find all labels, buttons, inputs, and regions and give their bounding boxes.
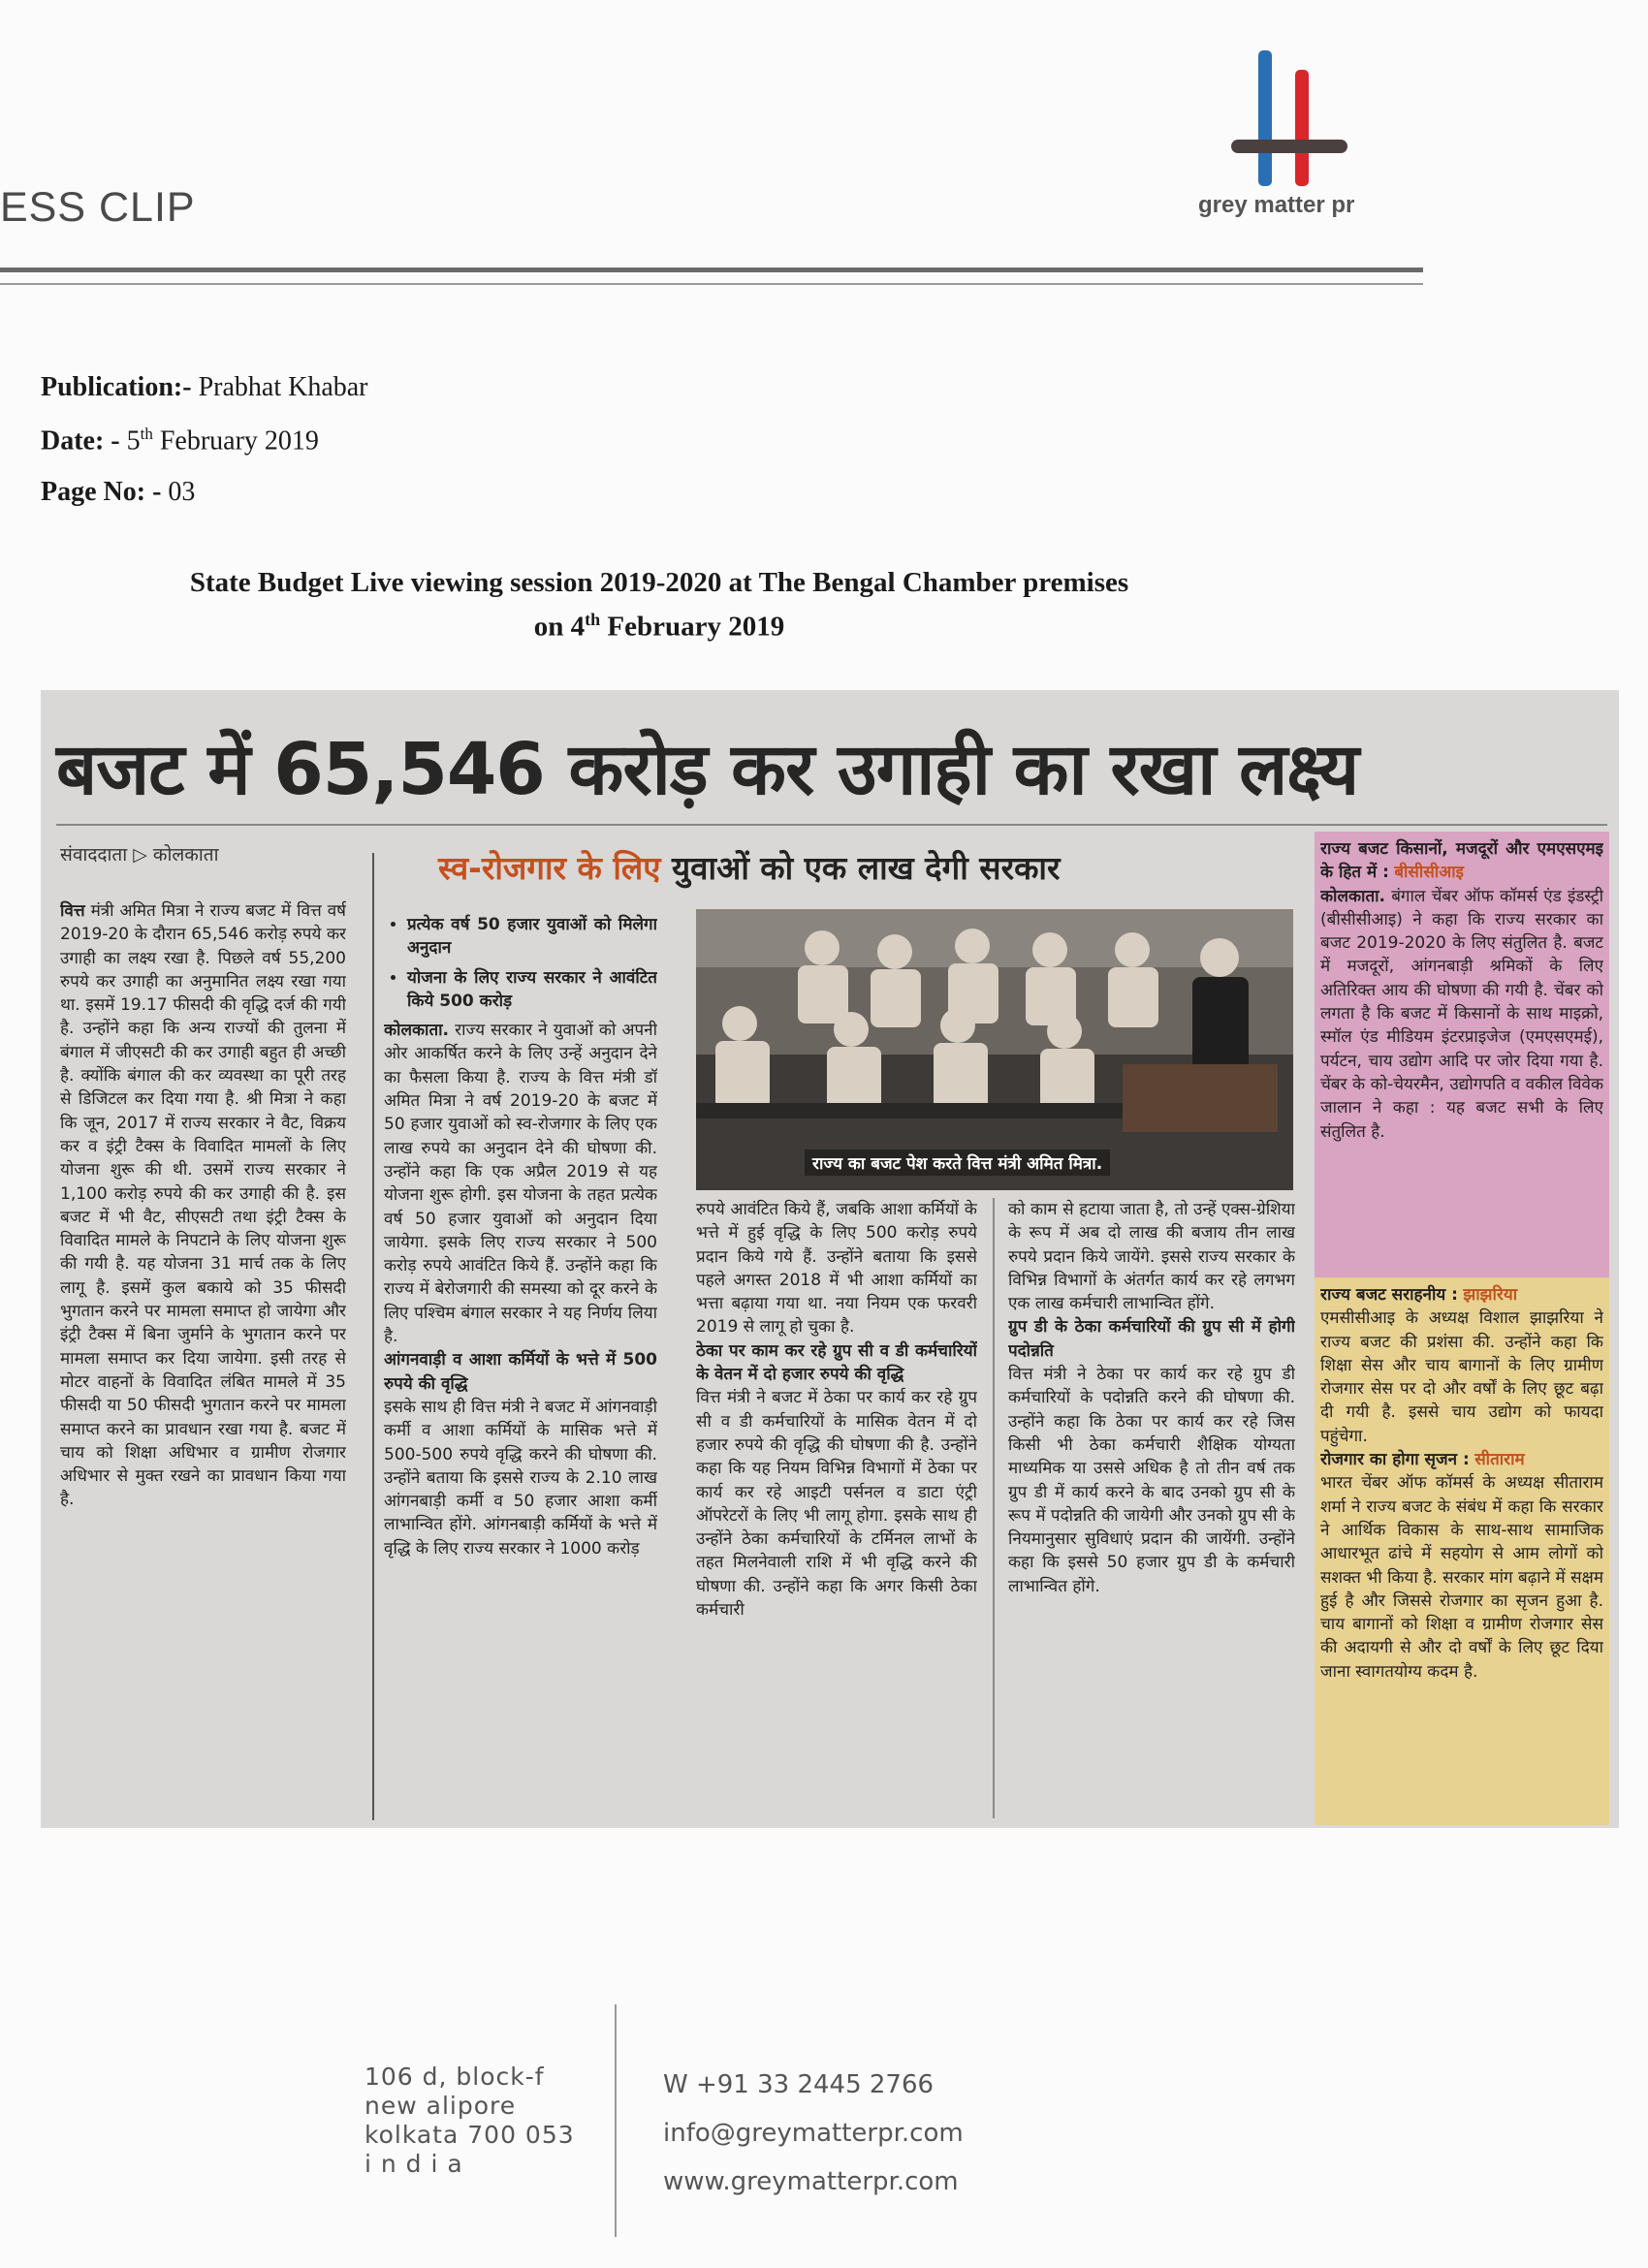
page-line <box>41 477 195 508</box>
headline-rule <box>56 824 1607 826</box>
col2-subheading: आंगनवाड़ी व आशा कर्मियों के भत्ते में 500 रुपये की वृद्धि <box>384 1350 657 1394</box>
page-label: Page No: - <box>41 477 162 507</box>
col4-text2: वित्त मंत्री ने ठेका पर कार्य कर रहे ग्रुप डी कर्मचारियों के पदोन्नति करने की घोषणा की. उन्होंने कहा कि ठेका पर कार्य कर रहे जिस किसी भी ठेका कर्मचारी शैक्षिक योग्यता माध्यमिक या उससे अधिक है तो तीन वर्ष तक ग्रुप डी में कार्य करने के बाद उनको ग्रुप सी के रूप में पदोन्नति की जायेगी और उनको ग्रुप सी के नियमानुसार सुविधाएं प्रदान की जायेंगी. उन्होंने कहा कि इससे 50 हजार ग्रुप डी के कर्मचारी लाभान्वित होंगे. <box>1008 1365 1295 1596</box>
header-rule <box>0 268 1423 272</box>
event-date-post: February 2019 <box>607 611 785 643</box>
grey-matter-logo <box>1221 48 1357 194</box>
column-divider <box>993 1198 995 1818</box>
article-photo <box>696 909 1293 1190</box>
column-divider <box>372 853 374 1820</box>
sidebar-item-reactions <box>1320 1283 1603 1822</box>
footer-contact <box>663 2061 964 2206</box>
article-column-4 <box>1008 1198 1295 1820</box>
date-rest: February 2019 <box>159 425 319 457</box>
r1-source: बीसीसीआइ <box>1394 863 1464 883</box>
col1-lead: वित्त <box>60 901 85 921</box>
bullet-list <box>384 913 657 1013</box>
r3-text: भारत चेंबर ऑफ कॉमर्स के अध्यक्ष सीताराम शर्मा ने राज्य बजट के संबंध में कहा कि सरकार ने आर्थिक विकास के साथ-साथ सामाजिक आधारभूत ढांचे में सहयोग से आम लोगों को सशक्त भी किया है. सरकार मांग बढ़ाने में सक्षम हुई है और जिससे रोजगार का सृजन हुआ है. चाय बागानों को शिक्षा व ग्रामीण रोजगार सेस की अदायगी से और दो वर्षों के लिए छूट दिया जाना स्वागतयोग्य कदम है. <box>1320 1473 1603 1682</box>
sub-headline <box>438 845 1311 889</box>
address-line: 106 d, block-f <box>364 2063 545 2091</box>
event-title-line2 <box>58 601 1260 646</box>
col4-subheading: ग्रुप डी के ठेका कर्मचारियों की ग्रुप सी में होगी पदोन्नति <box>1008 1317 1295 1361</box>
clip-headline: बजट में 65,546 करोड़ कर उगाही का रखा लक्ष्य <box>56 728 1359 811</box>
col2-text2: इसके साथ ही वित्त मंत्री ने बजट में आंगनवाड़ी कर्मी व आशा कर्मियों के मासिक भत्ते में 500-500 रुपये वृद्धि करने की घोषणा की. उन्होंने बताया कि इससे राज्य के 2.10 लाख आंगनबाड़ी कर्मी व 50 हजार आशा कर्मी लाभान्वित होंगे. आंगनबाड़ी कर्मियों के भत्ते में वृद्धि के लिए राज्य सरकार ने 1000 करोड़ <box>384 1397 657 1559</box>
address-line: new alipore <box>364 2092 517 2120</box>
sidebar-item-bcci <box>1320 837 1603 1276</box>
r2-heading: राज्य बजट सराहनीय : <box>1320 1285 1458 1305</box>
col3-text2: वित्त मंत्री ने बजट में ठेका पर कार्य कर रहे ग्रुप सी व डी कर्मचारियों के मासिक वेतन में दो हजार रुपये की वृद्धि की घोषणा की है. उन्होंने कहा कि यह नियम विभिन्न विभागों में ठेका पर कार्य कर रहे आइटी पर्सनल व डाटा एंट्री ऑपरेटरों के लिए भी लागू होगा. इसके साथ ही उन्होंने ठेका कर्मचारियों के टर्मिनल लाभों के तहत मिलनेवाली राशि में भी वृद्धि करने की घोषणा की. उन्होंने कहा कि अगर किसी ठेका कर्मचारी <box>696 1388 977 1621</box>
section-label: ESS CLIP <box>0 184 196 231</box>
phone-number: W +91 33 2445 2766 <box>663 2070 935 2099</box>
article-column-1 <box>60 899 346 1818</box>
col1-text: मंत्री अमित मित्रा ने राज्य बजट में वित्त वर्ष 2019-20 के दौरान 65,546 करोड़ रुपये कर उगाही का लक्ष्य रखा है. पिछले वर्ष 55,200 रुपये कर उगाही का अनुमानित लक्ष्य रखा गया था. इसमें 19.17 फीसदी की वृद्धि दर्ज की गयी है. उन्होंने कहा कि अन्य राज्यों की तुलना में बंगाल में जीएसटी की कर उगाही बहुत ही अच्छी है. क्योंकि बंगाल की कर व्यवस्था का पूरी तरह से डिजिटल कर दिया गया है. श्री मित्रा ने कहा कि जून, 2017 में राज्य सरकार ने वैट, विक्रय कर व इंट्री टैक्स के विवादित मामलों के लिए योजना शुरू की थी. उसमें राज्य सरकार ने 1,100 करोड़ रुपये की कर उगाही की है. इस बजट में भी वैट, सीएसटी तथा इंट्री टैक्स के विवादित मामले के निपटाने के लिए योजना शुरू की गयी है. यह योजना 31 मार्च तक के लिए लागू है. इसमें कुल बकाये को 35 फीसदी भुगतान करने पर मामला समाप्त हो जायेगा और इंट्री टैक्स में बिना जुर्माने के भुगतान करने पर मामला समाप्त कर दिया जायेगा. इसी तरह से मोटर वाहनों के विवादित लंबित मामले में 35 फीसदी या 50 फीसदी भुगतान करने पर मामला समाप्त करने का प्रावधान रखा गया है. बजट में चाय को शिक्षा अधिभार व ग्रामीण रोजगार अधिभार से मुक्त रखने का प्रावधान किया गया है. <box>60 901 346 1510</box>
subhead-rest: युवाओं को एक लाख देगी सरकार <box>672 849 1061 887</box>
brand-name: grey matter pr <box>1198 192 1355 218</box>
col2-text: राज्य सरकार ने युवाओं को अपनी ओर आकर्षित करने के लिए उन्हें अनुदान देने का फैसला किया है. राज्य के वित्त मंत्री डॉ अमित मित्रा ने वर्ष 2019-20 के बजट में 50 हजार युवाओं को स्व-रोजगार के लिए एक लाख रुपये का अनुदान देने की घोषणा की. उन्होंने कहा कि एक अप्रैल 2019 से यह योजना शुरू होगी. इस योजना के तहत प्रत्येक वर्ष 50 हजार युवाओं को अनुदान दिया जायेगा. इसके लिए राज्य सरकार ने 500 करोड़ रुपये आवंटित किये हैं. उन्होंने कहा कि राज्य में बेरोजगारी की समस्या को दूर करने के लिए पश्चिम बंगाल सरकार ने यह निर्णय लिया है. <box>384 1021 657 1347</box>
col3-text: रुपये आवंटित किये हैं, जबकि आशा कर्मियों के भत्ते में हुई वृद्धि के लिए 500 करोड़ रुपये प्रदान किये गये हैं. उन्होंने बताया कि इससे पहले अगस्त 2018 में भी आशा कर्मियों का भत्ता बढ़ाया गया था. नया नियम एक फरवरी 2019 से लागू हो चुका है. <box>696 1200 977 1338</box>
event-date-pre: on 4 <box>533 611 586 643</box>
footer-divider <box>615 2004 617 2237</box>
bullet-item: • प्रत्येक वर्ष 50 हजार युवाओं को मिलेगा अनुदान <box>407 913 657 961</box>
r3-heading: रोजगार का होगा सृजन : <box>1320 1450 1470 1470</box>
footer-address <box>364 2063 575 2179</box>
col2-lead: कोलकाता. <box>384 1021 449 1041</box>
publication-label: Publication:- <box>41 372 192 402</box>
r1-heading: राज्य बजट किसानों, मजदूरों और एमएसएमइ के हित में : <box>1320 839 1603 883</box>
byline: संवाददाता ▷ कोलकाता <box>60 844 219 866</box>
col3-subheading: ठेका पर काम कर रहे ग्रुप सी व डी कर्मचारियों के वेतन में दो हजार रुपये की वृद्धि <box>696 1340 977 1385</box>
article-column-3 <box>696 1198 977 1820</box>
date-suffix: th <box>140 425 153 443</box>
r2-source: झाझरिया <box>1463 1285 1518 1305</box>
r3-source: सीताराम <box>1474 1450 1525 1470</box>
publication-value: Prabhat Khabar <box>198 372 368 402</box>
photo-caption: राज्य का बजट पेश करते वित्त मंत्री अमित मित्रा. <box>805 1150 1110 1176</box>
address-line: i n d i a <box>364 2150 463 2178</box>
date-line <box>41 425 319 457</box>
publication-line <box>41 372 368 403</box>
subhead-highlight: स्व-रोजगार के लिए <box>438 849 661 887</box>
r2-text: एमसीसीआइ के अध्यक्ष विशाल झाझरिया ने राज्य बजट की प्रशंसा की. उन्होंने कहा कि शिक्षा सेस और चाय बागानों के लिए ग्रामीण रोजगार सेस पर दो और वर्षों के लिए छूट बढ़ा दी गयी है. इससे चाय उद्योग को फायदा पहुंचेगा. <box>1320 1308 1603 1446</box>
article-column-2 <box>384 913 657 1820</box>
photo-illustration <box>696 909 1293 1190</box>
col4-text: को काम से हटाया जाता है, तो उन्हें एक्स-ग्रेशिया के रूप में अब दो लाख की बजाय तीन लाख रुपये प्रदान किये जायेंगे. इससे राज्य सरकार के विभिन्न विभागों के अंतर्गत कार्य कर रहे लगभग एक लाख कर्मचारी लाभान्वित होंगे. <box>1008 1200 1295 1314</box>
website-link[interactable]: www.greymatterpr.com <box>663 2167 959 2196</box>
event-title-line1: State Budget Live viewing session 2019-2020 at The Bengal Chamber premises <box>189 567 1129 598</box>
page-value: 03 <box>168 477 196 507</box>
r1-text: बंगाल चेंबर ऑफ कॉमर्स एंड इंडस्ट्री (बीसीसीआइ) ने कहा कि राज्य सरकार का बजट 2019-2020 के लिए संतुलित है. बजट में मजदूरों, आंगनबाड़ी श्रमिकों के लिए अतिरिक्त आय की घोषणा की गयी है. चेंबर को लगता है कि बजट में किसानों के साथ माइक्रो, स्मॉल एंड मीडियम इंटरप्राइजेज (एमएसएमई), पर्यटन, चाय उद्योग आदि पर जोर दिया गया है. चेंबर के को-चेयरमैन, उद्योगपति व वकील विवेक जालान ने कहा : यह बजट सभी के लिए संतुलित है. <box>1320 886 1603 1142</box>
date-day: 5 <box>126 425 141 457</box>
r1-lead: कोलकाता. <box>1320 886 1385 906</box>
address-line: kolkata 700 053 <box>364 2121 575 2149</box>
header-rule-thin <box>0 283 1423 285</box>
event-date-sup: th <box>585 610 601 629</box>
email-link[interactable]: info@greymatterpr.com <box>663 2119 964 2148</box>
bullet-item: • योजना के लिए राज्य सरकार ने आवंटित किये 500 करोड़ <box>407 966 657 1014</box>
date-label: Date: - <box>41 425 120 457</box>
event-title <box>58 564 1260 646</box>
